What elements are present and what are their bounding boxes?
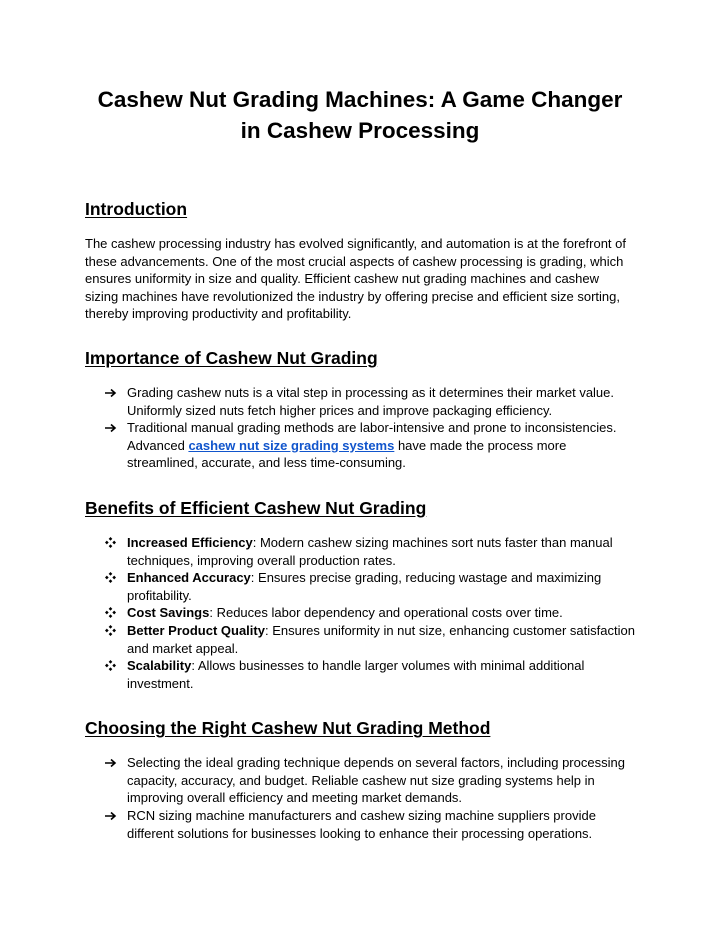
four-diamond-icon	[105, 534, 123, 553]
benefits-list	[85, 534, 635, 692]
list-item-text-after-link: have made the process more streamlined, accurate, and less time-consuming.	[127, 437, 567, 471]
list-item	[85, 604, 635, 622]
benefit-description: : Reduces labor dependency and operational costs over time.	[209, 605, 563, 621]
four-diamond-icon	[105, 622, 123, 641]
four-diamond-icon	[105, 604, 123, 623]
arrow-right-icon	[105, 419, 123, 438]
arrow-right-icon	[105, 754, 123, 773]
benefit-description: : Ensures uniformity in nut size, enhancing customer satisfaction and market appeal.	[127, 622, 635, 656]
benefit-term: Enhanced Accuracy	[127, 570, 251, 586]
four-diamond-icon	[105, 657, 123, 676]
list-item	[85, 569, 635, 604]
importance-list	[85, 384, 635, 472]
benefit-term: Scalability	[127, 658, 192, 674]
introduction-paragraph: The cashew processing industry has evolved significantly, and automation is at the forefront of these advancements. One of the most crucial aspects of cashew processing is grading, which ensures uniformity in size and quality. Efficient cashew nut grading machines and cashew sizing machines have revolutionized the industry by offering precise and efficient size sorting, thereby improving productivity and profitability.	[85, 236, 626, 322]
benefit-description: : Modern cashew sizing machines sort nuts faster than manual techniques, improving overall production rates.	[127, 534, 613, 568]
method-list	[85, 754, 635, 842]
page-title: Cashew Nut Grading Machines: A Game Changer in Cashew Processing	[97, 87, 623, 143]
list-item	[85, 384, 635, 419]
list-item	[85, 534, 635, 569]
grading-systems-link[interactable]: cashew nut size grading systems	[188, 437, 395, 453]
list-item-text: Grading cashew nuts is a vital step in processing as it determines their market value. Uniformly sized nuts fetch higher prices and improve packaging efficiency.	[127, 384, 615, 418]
list-item	[85, 657, 635, 692]
list-item	[85, 807, 635, 842]
benefit-description: : Ensures precise grading, reducing wastage and maximizing profitability.	[127, 570, 602, 603]
list-item-text: Selecting the ideal grading technique depends on several factors, including processing capacity, accuracy, and budget. Reliable cashew nut size grading systems help in improving overall efficiency and meeting market demands.	[127, 755, 625, 806]
benefit-description: : Allows businesses to handle larger volumes with minimal additional investment.	[127, 658, 585, 691]
list-item	[85, 419, 635, 472]
benefit-term: Cost Savings	[127, 605, 210, 621]
list-item	[85, 754, 635, 807]
heading-importance: Importance of Cashew Nut Grading	[85, 347, 378, 368]
heading-introduction: Introduction	[85, 199, 188, 219]
four-diamond-icon	[105, 569, 123, 588]
heading-grading-method: Choosing the Right Cashew Nut Grading Method	[85, 718, 491, 739]
heading-benefits: Benefits of Efficient Cashew Nut Grading	[85, 497, 427, 518]
arrow-right-icon	[105, 807, 123, 826]
benefit-term: Better Product Quality	[127, 622, 265, 638]
benefit-term: Increased Efficiency	[127, 534, 253, 550]
list-item-text-before-link: Traditional manual grading methods are labor-intensive and prone to inconsistencies. Advanced	[127, 420, 617, 453]
list-item-text: RCN sizing machine manufacturers and cashew sizing machine suppliers provide different solutions for businesses looking to enhance their processing operations.	[127, 808, 596, 841]
list-item	[85, 622, 635, 657]
arrow-right-icon	[105, 384, 123, 403]
